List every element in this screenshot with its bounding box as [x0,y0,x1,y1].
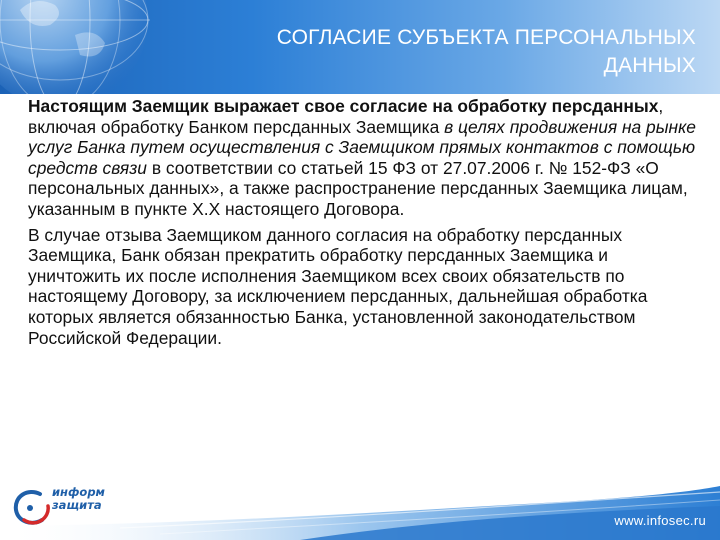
p1-rest-text: в соответствии со статьей 15 ФЗ от 27.07.2006 г. № 152-ФЗ «О персональных данных», а также распространение персданных Заемщика лицам, указанным в пункте Х.Х настоящего Договора. [28,157,688,219]
title-line-2: ДАННЫХ [603,54,696,77]
body-text [28,96,696,348]
p1-text: , включая обработку Банком персданных Заемщика [28,96,664,137]
title-line-1: СОГЛАСИЕ СУБЪЕКТА ПЕРСОНАЛЬНЫХ [276,26,696,49]
footer [0,462,720,540]
page-title [136,24,696,80]
p1-bold-text: Настоящим Заемщик выражает свое согласие на обработку персданных [28,96,659,116]
logo-text-line-2: защита [52,498,102,512]
logo-text-line-1: информ [52,485,105,499]
logo-text [52,486,122,512]
paragraph-1 [28,96,696,220]
p1-italic-text: в целях продвижения на рынке услуг Банка путем осуществления с Заемщиком прямых контактов с помощью средств связи [28,116,696,178]
website-url: www.infosec.ru [614,513,706,528]
paragraph-2: В случае отзыва Заемщиком данного согласия на обработку персданных Заемщика, Банк обязан прекратить обработку персданных Заемщика и уничтожить их после исполнения Заемщиком всех своих обязательств по настоящему Договору, за исключением персданных, дальнейшая обработка которых является обязанностью Банка, установленной законодательством Российской Федерации. [28,224,648,348]
logo-swirl-icon [10,486,54,530]
header-band [0,0,720,94]
company-logo [10,486,120,530]
